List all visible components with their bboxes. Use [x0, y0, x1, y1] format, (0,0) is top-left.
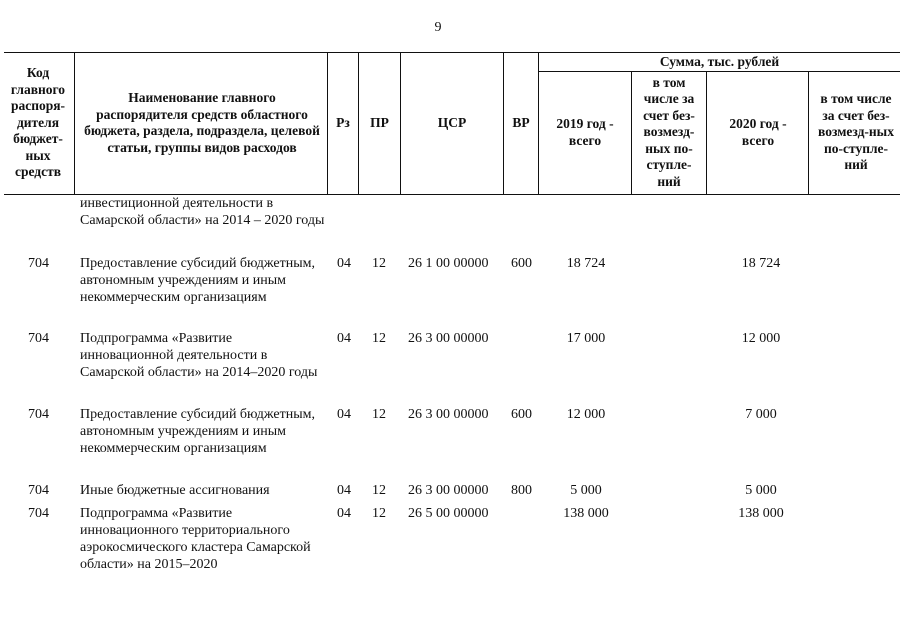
row-code: 704 [28, 331, 49, 346]
header-name: Наименование главного распорядителя средств областного бюджета, раздела, подраздела, целевой статьи, группы видов расходов [84, 90, 320, 155]
header-2019-free: в том числе за счет без-возмезд-ных по-ступле-ний [643, 74, 695, 189]
row-csr: 26 3 00 00000 [408, 407, 489, 422]
row-sum-2020: 18 724 [741, 256, 781, 271]
header-2020-total: 2020 год - всего [729, 116, 787, 148]
row-sum-2020: 5 000 [745, 483, 777, 498]
header-csr: ЦСР [437, 114, 467, 130]
row-sum-2019: 18 724 [566, 256, 606, 271]
row-code: 704 [28, 483, 49, 498]
row-rz: 04 [337, 407, 351, 422]
row-rz: 04 [337, 256, 351, 271]
header-2020-free: в том числе за счет без-возмезд-ных по-ступле-ний [818, 91, 894, 173]
row-pr: 12 [372, 407, 386, 422]
row-csr: 26 3 00 00000 [408, 331, 489, 346]
row-csr: 26 1 00 00000 [408, 256, 489, 271]
row-vr: 600 [511, 256, 532, 271]
row-name: Подпрограмма «Развитие инновационной деятельности в Самарской области» на 2014–2020 годы [80, 331, 318, 380]
row-rz: 04 [337, 331, 351, 346]
row-rz: 04 [337, 483, 351, 498]
row-vr: 600 [511, 407, 532, 422]
row-sum-2019: 138 000 [563, 506, 609, 521]
header-sum-group: Сумма, тыс. рублей [659, 53, 780, 69]
header-rz: Рз [336, 114, 350, 130]
row-name: Подпрограмма «Развитие инновационного территориального аэрокосмического кластера Самарской области» на 2015–2020 [80, 506, 311, 572]
row-name: Иные бюджетные ассигнования [80, 483, 270, 498]
continuation-text: инвестиционной деятельности в Самарской области» на 2014 – 2020 годы [80, 196, 325, 228]
header-code: Код главного распоря-дителя бюджет-ных средств [10, 65, 66, 180]
row-sum-2019: 5 000 [570, 483, 602, 498]
row-pr: 12 [372, 483, 386, 498]
row-sum-2020: 12 000 [741, 331, 781, 346]
row-pr: 12 [372, 256, 386, 271]
row-code: 704 [28, 506, 49, 521]
row-code: 704 [28, 256, 49, 271]
row-vr: 800 [511, 483, 532, 498]
row-name: Предоставление субсидий бюджетным, автономным учреждениям и иным некоммерческим организациям [80, 407, 316, 456]
header-2019-total: 2019 год - всего [556, 116, 614, 148]
row-sum-2019: 17 000 [566, 331, 606, 346]
col-divider [538, 52, 539, 194]
header-vr: ВР [512, 114, 530, 130]
row-sum-2020: 138 000 [738, 506, 784, 521]
row-csr: 26 5 00 00000 [408, 506, 489, 521]
page-number: 9 [434, 20, 442, 35]
header-pr: ПР [370, 114, 389, 130]
row-rz: 04 [337, 506, 351, 521]
row-sum-2019: 12 000 [566, 407, 606, 422]
col-divider [74, 52, 75, 194]
row-pr: 12 [372, 506, 386, 521]
col-divider [706, 71, 707, 194]
row-sum-2020: 7 000 [745, 407, 777, 422]
row-name: Предоставление субсидий бюджетным, автономным учреждениям и иным некоммерческим организациям [80, 256, 316, 305]
col-divider [631, 71, 632, 194]
col-divider [808, 71, 809, 194]
row-code: 704 [28, 407, 49, 422]
row-csr: 26 3 00 00000 [408, 483, 489, 498]
row-pr: 12 [372, 331, 386, 346]
